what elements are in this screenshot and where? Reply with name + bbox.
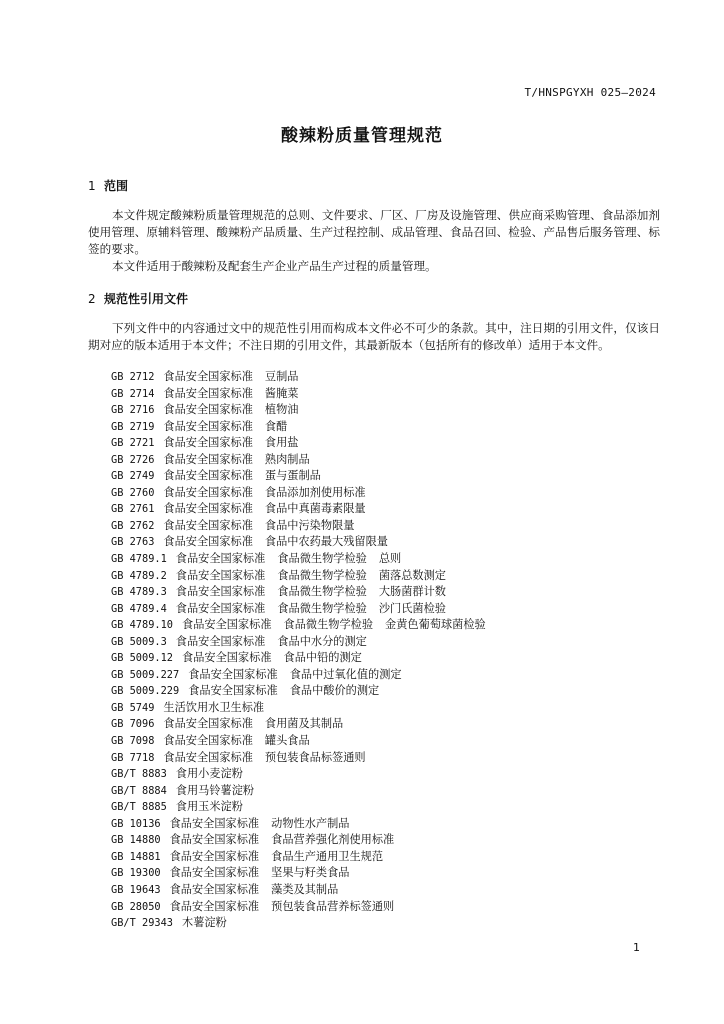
reference-title-part: 食品安全国家标准 [175, 568, 266, 582]
reference-title-part: 食品中真菌毒素限量 [264, 502, 366, 516]
reference-code: GB 4789.3 [111, 586, 167, 599]
reference-title-part: 食品安全国家标准 [163, 518, 253, 532]
reference-title-part: 沙门氏菌检验 [378, 601, 446, 615]
reference-item [111, 700, 671, 717]
reference-code: GB 2761 [111, 503, 155, 516]
reference-item [111, 419, 671, 436]
reference-code: GB 4789.4 [111, 602, 167, 615]
reference-title-part: 食品微生物学检验 [277, 552, 367, 566]
reference-title-part: 动物性水产制品 [271, 816, 350, 830]
reference-title-part: 食品安全国家标准 [175, 585, 266, 599]
reference-title-part: 植物油 [264, 403, 299, 417]
reference-title-part: 酱腌菜 [264, 386, 299, 400]
reference-title-part: 食品安全国家标准 [175, 552, 266, 566]
reference-title-part: 罐头食品 [264, 734, 310, 748]
reference-item [111, 568, 671, 585]
reference-code: GB 7096 [111, 718, 155, 731]
reference-code: GB 5009.12 [111, 652, 173, 665]
reference-title-part: 食用小麦淀粉 [175, 767, 243, 781]
reference-item [111, 899, 671, 916]
reference-item [111, 716, 671, 733]
reference-title-part: 藻类及其制品 [271, 882, 339, 896]
reference-title-part: 蛋与蛋制品 [264, 469, 321, 483]
reference-title-part: 食用菌及其制品 [264, 717, 344, 731]
scope-paragraph-1: 本文件规定酸辣粉质量管理规范的总则、文件要求、厂区、厂房及设施管理、供应商采购管理、食品添加剂使用管理、原辅料管理、酸辣粉产品质量、生产过程控制、成品管理、食品召回、检验、产品售后服务管理、标签的要求。 [88, 208, 660, 256]
reference-title-part: 食用盐 [264, 436, 299, 450]
reference-title-part: 食品安全国家标准 [163, 750, 253, 764]
reference-title-part: 预包装食品标签通则 [264, 750, 366, 764]
reference-title-part: 食品安全国家标准 [163, 485, 253, 499]
reference-item [111, 386, 671, 403]
reference-code: GB 4789.10 [111, 619, 173, 632]
reference-title-part: 食品安全国家标准 [163, 370, 253, 383]
reference-title-part: 食品中水分的测定 [277, 634, 367, 648]
reference-title-part: 食品安全国家标准 [163, 386, 253, 400]
reference-code: GB 7718 [111, 751, 155, 764]
reference-title-part: 生活饮用水卫生标准 [163, 700, 265, 714]
reference-title-part: 食品微生物学检验 [277, 601, 367, 615]
reference-code: GB 2714 [111, 387, 155, 400]
reference-title-part: 食品安全国家标准 [169, 899, 260, 913]
reference-item [111, 468, 671, 485]
reference-title-part: 食品安全国家标准 [163, 452, 253, 466]
reference-title-part: 食用马铃薯淀粉 [175, 783, 255, 797]
reference-title-part: 菌落总数测定 [378, 568, 446, 582]
reference-title-part: 食品添加剂使用标准 [264, 485, 366, 499]
reference-item [111, 915, 671, 932]
reference-code: GB 2719 [111, 420, 155, 433]
reference-title-part: 食品安全国家标准 [163, 419, 253, 433]
reference-title-part: 食品安全国家标准 [163, 717, 253, 731]
reference-code: GB/T 8883 [111, 768, 167, 781]
reference-title-part: 食品安全国家标准 [169, 882, 260, 896]
reference-title-part: 食品安全国家标准 [169, 849, 260, 863]
reference-title-part: 食品安全国家标准 [169, 816, 260, 830]
reference-title-part: 食品安全国家标准 [163, 734, 253, 748]
reference-title-part: 预包装食品营养标签通则 [271, 899, 395, 913]
reference-item [111, 584, 671, 601]
reference-code: GB 2726 [111, 453, 155, 466]
reference-code: GB 4789.2 [111, 569, 167, 582]
reference-code: GB/T 29343 [111, 917, 173, 930]
reference-title-part: 食品微生物学检验 [277, 568, 367, 582]
reference-item [111, 683, 671, 700]
references-intro-paragraph: 下列文件中的内容通过文中的规范性引用而构成本文件必不可少的条款。其中，注日期的引用文件，仅该日期对应的版本适用于本文件；不注日期的引用文件，其最新版本（包括所有的修改单）适用于本文件。 [88, 321, 660, 352]
reference-item [111, 617, 671, 634]
reference-item [111, 750, 671, 767]
reference-code: GB 5009.227 [111, 668, 180, 681]
reference-code: GB 28050 [111, 900, 161, 913]
reference-title-part: 食品中污染物限量 [264, 518, 355, 532]
reference-item [111, 452, 671, 469]
section-heading-scope [88, 177, 128, 194]
reference-title-part: 食品生产通用卫生规范 [271, 849, 384, 863]
reference-code: GB 19300 [111, 867, 161, 880]
reference-title-part: 食品安全国家标准 [175, 634, 266, 648]
reference-code: GB 7098 [111, 735, 155, 748]
reference-code: GB 2712 [111, 371, 155, 383]
reference-title-part: 食品中过氧化值的测定 [289, 667, 402, 681]
reference-title-part: 食品中酸价的测定 [289, 684, 380, 698]
reference-item [111, 601, 671, 618]
reference-title-part: 食品安全国家标准 [175, 601, 266, 615]
reference-item [111, 849, 671, 866]
reference-code: GB 10136 [111, 817, 161, 830]
reference-title-part: 食用玉米淀粉 [175, 800, 243, 814]
reference-title-part: 食品安全国家标准 [182, 651, 272, 665]
reference-list [111, 369, 671, 932]
reference-title-part: 食品安全国家标准 [188, 684, 278, 698]
reference-title-part: 食品安全国家标准 [163, 469, 253, 483]
reference-item [111, 816, 671, 833]
reference-title-part: 食品微生物学检验 [283, 618, 374, 632]
reference-code: GB 19643 [111, 883, 161, 896]
reference-title-part: 食品安全国家标准 [169, 833, 260, 847]
reference-title-part: 食品微生物学检验 [277, 585, 367, 599]
reference-code: GB 14880 [111, 834, 161, 847]
reference-item [111, 733, 671, 750]
reference-code: GB 2763 [111, 536, 155, 549]
reference-item [111, 551, 671, 568]
reference-item [111, 667, 671, 684]
reference-code: GB 5009.3 [111, 635, 167, 648]
reference-title-part: 总则 [378, 552, 402, 566]
reference-title-part: 豆制品 [264, 370, 299, 383]
section-title: 范围 [104, 179, 129, 193]
reference-item [111, 783, 671, 800]
reference-title-part: 大肠菌群计数 [378, 585, 446, 599]
reference-title-part: 金黄色葡萄球菌检验 [385, 618, 486, 632]
reference-title-part: 食品安全国家标准 [188, 667, 278, 681]
reference-item [111, 882, 671, 899]
reference-item [111, 369, 671, 386]
reference-title-part: 食醋 [264, 419, 288, 433]
reference-item [111, 518, 671, 535]
reference-item [111, 832, 671, 849]
reference-title-part: 食品中铅的测定 [283, 651, 362, 665]
reference-title-part: 木薯淀粉 [182, 916, 227, 930]
reference-code: GB/T 8885 [111, 801, 167, 814]
reference-item [111, 634, 671, 651]
reference-code: GB 2721 [111, 437, 155, 450]
reference-code: GB 14881 [111, 850, 161, 863]
reference-item [111, 865, 671, 882]
reference-title-part: 食品安全国家标准 [182, 618, 272, 632]
reference-item [111, 435, 671, 452]
page-number: 1 [633, 941, 640, 954]
reference-title-part: 食品安全国家标准 [169, 866, 260, 880]
section-number: 2 [88, 292, 96, 306]
reference-title-part: 食品安全国家标准 [163, 535, 253, 549]
reference-item [111, 402, 671, 419]
reference-item [111, 799, 671, 816]
reference-title-part: 坚果与籽类食品 [271, 866, 350, 880]
document-title: 酸辣粉质量管理规范 [281, 126, 443, 146]
reference-code: GB 2716 [111, 404, 155, 417]
reference-code: GB 5009.229 [111, 685, 180, 698]
reference-title-part: 食品安全国家标准 [163, 502, 253, 516]
document-code: T/HNSPGYXH 025—2024 [524, 86, 656, 99]
section-number: 1 [88, 179, 96, 193]
reference-item [111, 485, 671, 502]
reference-item [111, 534, 671, 551]
reference-title-part: 食品营养强化剂使用标准 [271, 833, 395, 847]
reference-code: GB 2749 [111, 470, 155, 483]
reference-item [111, 650, 671, 667]
section-heading-normative-references [88, 290, 188, 307]
reference-code: GB 2760 [111, 486, 155, 499]
reference-code: GB 4789.1 [111, 553, 167, 566]
section-title: 规范性引用文件 [104, 292, 189, 306]
reference-item [111, 766, 671, 783]
reference-code: GB/T 8884 [111, 784, 167, 797]
reference-title-part: 熟肉制品 [264, 452, 310, 466]
reference-item [111, 501, 671, 518]
reference-title-part: 食品安全国家标准 [163, 436, 253, 450]
reference-code: GB 2762 [111, 519, 155, 532]
reference-code: GB 5749 [111, 701, 155, 714]
reference-title-part: 食品安全国家标准 [163, 403, 253, 417]
reference-title-part: 食品中农药最大残留限量 [264, 535, 388, 549]
scope-paragraph-2: 本文件适用于酸辣粉及配套生产企业产品生产过程的质量管理。 [112, 259, 437, 273]
